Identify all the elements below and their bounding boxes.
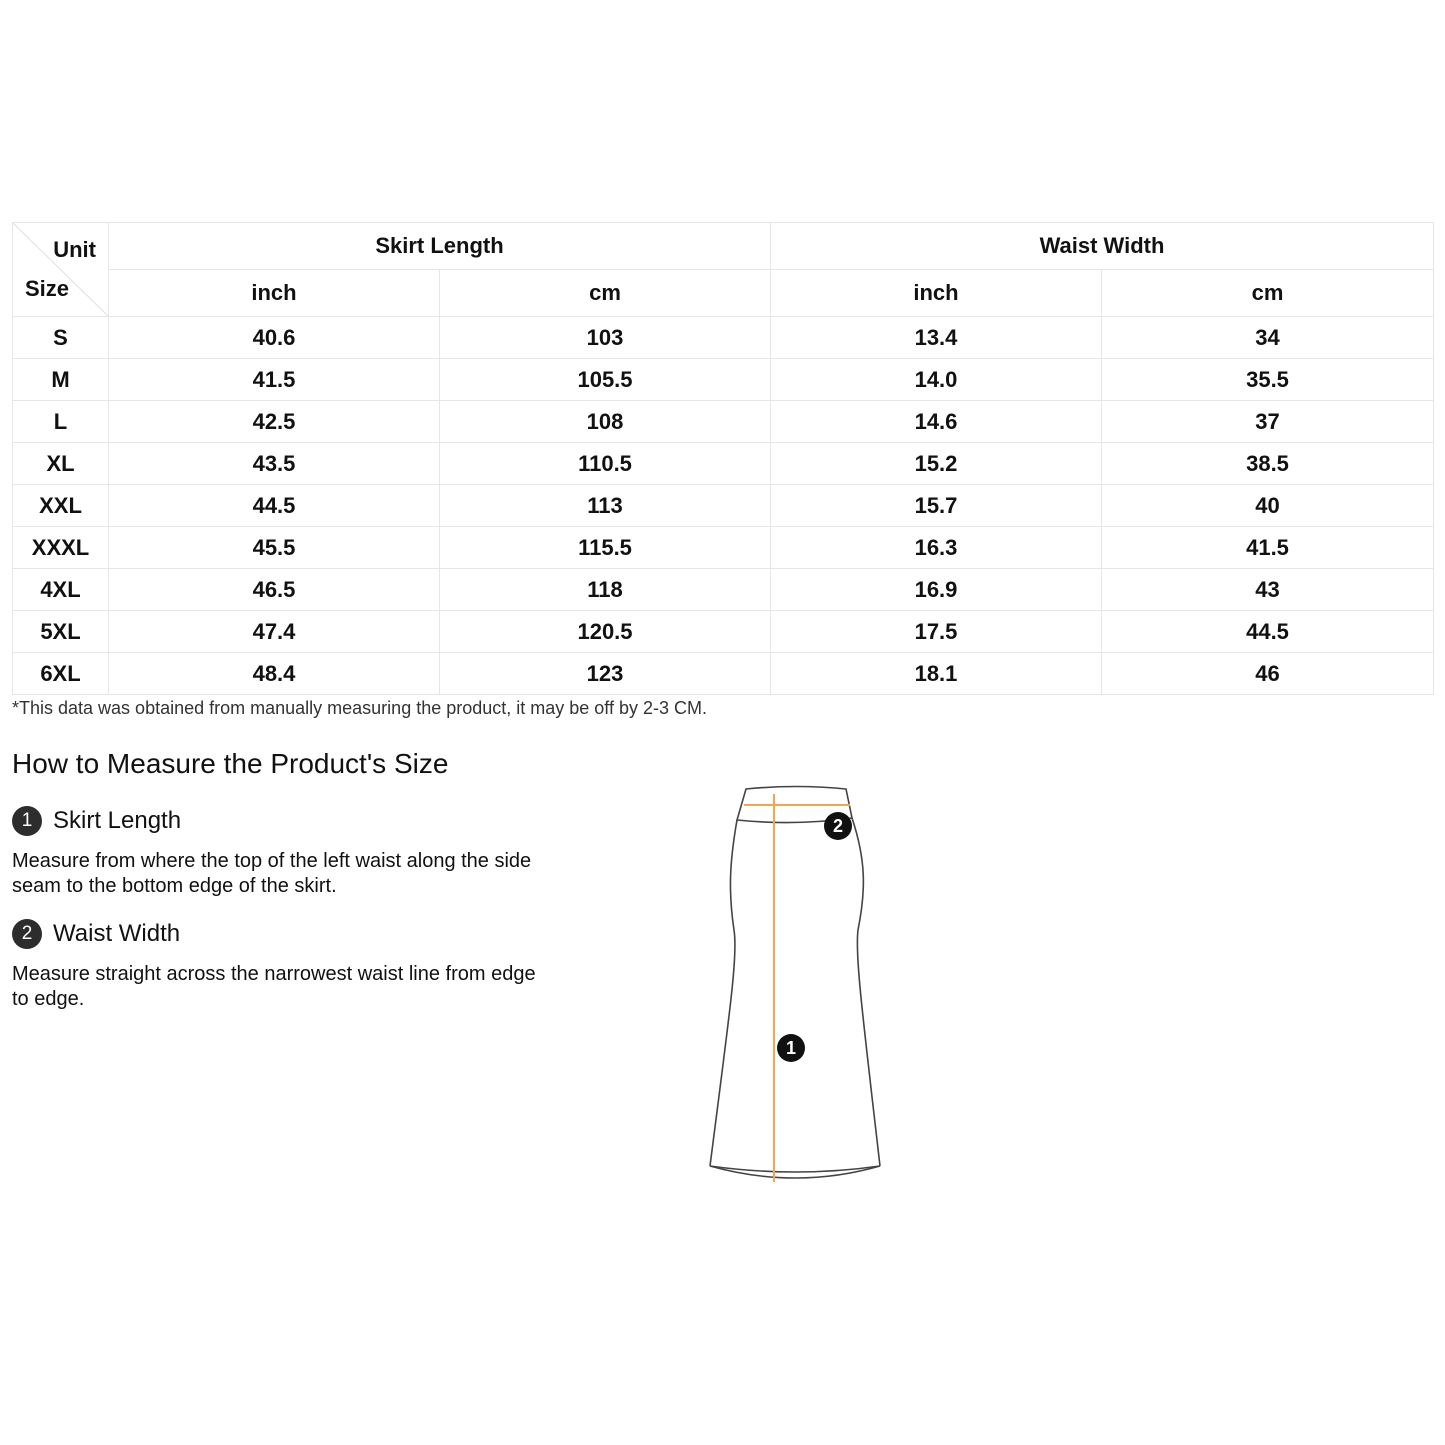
skirt-length-inch-header: inch bbox=[109, 270, 440, 317]
measurement-cell: 44.5 bbox=[109, 485, 440, 527]
measurement-cell: 123 bbox=[440, 653, 771, 695]
measurement-cell: 115.5 bbox=[440, 527, 771, 569]
table-row bbox=[13, 653, 1434, 695]
marker-2-icon bbox=[824, 812, 852, 840]
step-label: Waist Width bbox=[53, 920, 181, 947]
corner-header-cell bbox=[13, 223, 109, 317]
step-skirt-length bbox=[12, 806, 181, 836]
measurement-cell: 120.5 bbox=[440, 611, 771, 653]
size-cell: XXL bbox=[13, 485, 109, 527]
step-number-badge: 1 bbox=[12, 806, 42, 836]
step-skirt-length-description: Measure from where the top of the left waist along the side seam to the bottom edge of the skirt. bbox=[12, 850, 532, 897]
howto-title: How to Measure the Product's Size bbox=[12, 748, 449, 779]
table-row bbox=[13, 569, 1434, 611]
measurement-cell: 47.4 bbox=[109, 611, 440, 653]
measurement-cell: 41.5 bbox=[109, 359, 440, 401]
size-cell: 4XL bbox=[13, 569, 109, 611]
step-waist-width-description: Measure straight across the narrowest waist line from edge to edge. bbox=[12, 963, 536, 1010]
step-label: Skirt Length bbox=[53, 807, 182, 834]
measurement-cell: 13.4 bbox=[771, 317, 1102, 359]
size-cell: M bbox=[13, 359, 109, 401]
measurement-cell: 105.5 bbox=[440, 359, 771, 401]
step-number-badge: 2 bbox=[12, 919, 42, 949]
measurement-cell: 46.5 bbox=[109, 569, 440, 611]
measurement-cell: 48.4 bbox=[109, 653, 440, 695]
measurement-cell: 17.5 bbox=[771, 611, 1102, 653]
waist-width-header: Waist Width bbox=[771, 223, 1434, 270]
size-cell: 5XL bbox=[13, 611, 109, 653]
measurement-cell: 14.6 bbox=[771, 401, 1102, 443]
measurement-cell: 46 bbox=[1102, 653, 1434, 695]
measurement-cell: 15.2 bbox=[771, 443, 1102, 485]
marker-1-icon bbox=[777, 1034, 805, 1062]
waist-width-cm-header: cm bbox=[1102, 270, 1434, 317]
measurement-cell: 16.9 bbox=[771, 569, 1102, 611]
table-row bbox=[13, 401, 1434, 443]
size-cell: XXXL bbox=[13, 527, 109, 569]
table-header-row bbox=[13, 223, 1434, 270]
skirt-measurement-diagram bbox=[700, 780, 890, 1190]
table-row bbox=[13, 485, 1434, 527]
measurement-cell: 43.5 bbox=[109, 443, 440, 485]
waist-width-inch-header: inch bbox=[771, 270, 1102, 317]
measurement-cell: 103 bbox=[440, 317, 771, 359]
step-waist-width bbox=[12, 919, 180, 949]
skirt-length-header: Skirt Length bbox=[109, 223, 771, 270]
table-row bbox=[13, 527, 1434, 569]
measurement-cell: 37 bbox=[1102, 401, 1434, 443]
measurement-cell: 45.5 bbox=[109, 527, 440, 569]
size-chart-table bbox=[12, 222, 1434, 695]
size-cell: 6XL bbox=[13, 653, 109, 695]
table-row bbox=[13, 317, 1434, 359]
measurement-cell: 41.5 bbox=[1102, 527, 1434, 569]
size-cell: XL bbox=[13, 443, 109, 485]
measurement-cell: 43 bbox=[1102, 569, 1434, 611]
measurement-cell: 44.5 bbox=[1102, 611, 1434, 653]
table-row bbox=[13, 611, 1434, 653]
measurement-cell: 18.1 bbox=[771, 653, 1102, 695]
unit-header: Unit bbox=[53, 237, 96, 262]
table-row bbox=[13, 359, 1434, 401]
measurement-cell: 108 bbox=[440, 401, 771, 443]
measurement-cell: 118 bbox=[440, 569, 771, 611]
size-cell: L bbox=[13, 401, 109, 443]
measurement-cell: 14.0 bbox=[771, 359, 1102, 401]
measurement-cell: 113 bbox=[440, 485, 771, 527]
skirt-outline-icon bbox=[710, 787, 880, 1179]
measurement-disclaimer: *This data was obtained from manually measuring the product, it may be off by 2-3 CM. bbox=[12, 698, 708, 718]
measurement-cell: 40 bbox=[1102, 485, 1434, 527]
size-rows bbox=[13, 317, 1434, 695]
table-row bbox=[13, 443, 1434, 485]
measurement-cell: 42.5 bbox=[109, 401, 440, 443]
size-header: Size bbox=[25, 276, 70, 301]
measurement-cell: 35.5 bbox=[1102, 359, 1434, 401]
skirt-length-cm-header: cm bbox=[440, 270, 771, 317]
table-subheader-row bbox=[13, 270, 1434, 317]
measurement-cell: 34 bbox=[1102, 317, 1434, 359]
measurement-cell: 16.3 bbox=[771, 527, 1102, 569]
measurement-cell: 110.5 bbox=[440, 443, 771, 485]
measurement-cell: 40.6 bbox=[109, 317, 440, 359]
measurement-cell: 38.5 bbox=[1102, 443, 1434, 485]
svg-text:1: 1 bbox=[785, 1038, 797, 1058]
svg-text:2: 2 bbox=[832, 816, 844, 836]
measurement-cell: 15.7 bbox=[771, 485, 1102, 527]
size-cell: S bbox=[13, 317, 109, 359]
